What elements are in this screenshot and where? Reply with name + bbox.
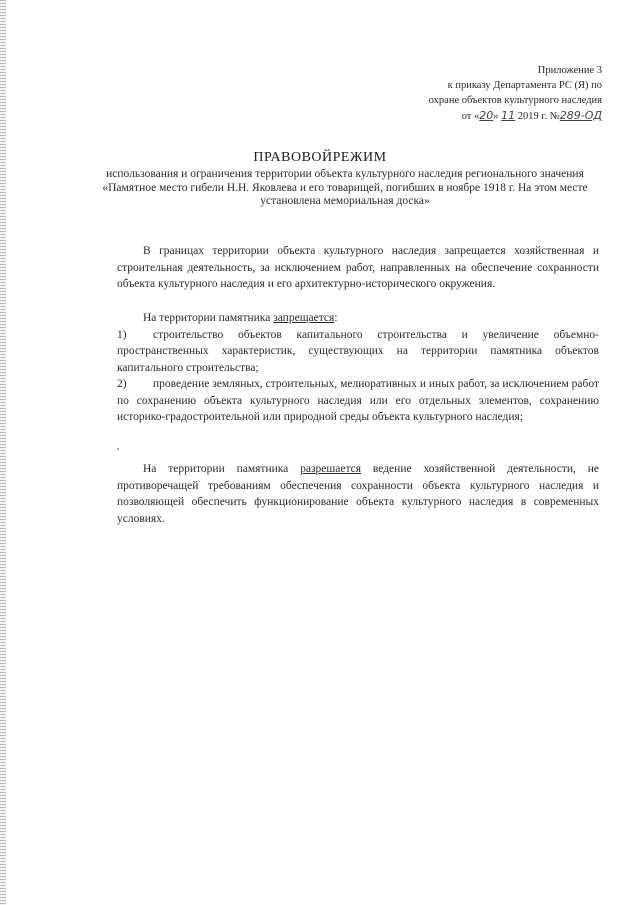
appendix-date-line — [372, 108, 602, 124]
lead-text: На территории памятника — [143, 312, 274, 324]
list-item-number: 2) — [117, 378, 127, 390]
paragraph-prohibition: В границах территории объекта культурного наследия запрещается хозяйственная и строительная деятельность, за исключением работ, направленных на обеспечение сохранности объекта культурного наследия и его архитектурно-исторического окружения. — [117, 245, 599, 290]
appendix-department: охране объектов культурного наследия — [428, 95, 602, 106]
permitted-word: разрешается — [300, 463, 362, 475]
permitted-text: ведение хозяйственной деятельности, не противоречащей требованиям обеспечения сохранности объекта культурного наследия и позволяющей обеспечить функционирование объекта культурного наследия в современных условиях. — [117, 463, 599, 525]
list-item — [117, 376, 599, 426]
list-item-number: 1) — [117, 328, 127, 341]
scan-speck — [117, 448, 119, 450]
date-month: 11 — [501, 109, 516, 122]
date-year: 2019 г. № — [517, 111, 560, 122]
permitted-lead: На территории памятника — [143, 463, 301, 475]
paragraph-prohibited-list — [117, 310, 599, 426]
appendix-label: Приложение 3 — [537, 65, 602, 76]
date-mid: » — [493, 111, 499, 122]
scan-edge — [0, 0, 6, 905]
prohibited-word: запрещается — [273, 312, 335, 324]
list-item-text: строительство объектов капитального строительства и увеличение объемно-пространственных характеристик, существующих на территории памятника объектов капитального строительства; — [117, 328, 599, 374]
list-item — [117, 327, 599, 377]
paragraph-permitted — [117, 461, 599, 527]
list-item-text: проведение земляных, строительных, мелиоративных и иных работ, за исключением работ по сохранению объекта культурного наследия или его отдельных элементов, сохранению историко-градостроительной или природной среды объекта культурного наследия; — [117, 378, 599, 423]
subtitle-line-2: «Памятное место гибели Н.Н. Яковлева и его товарищей, погибших в ноябре 1918 г. На этом месте установлена мемориальная доска» — [102, 181, 588, 207]
date-prefix: от « — [461, 111, 480, 122]
prohibited-lead — [117, 310, 599, 327]
lead-colon: : — [334, 312, 338, 324]
appendix-header — [372, 63, 602, 124]
document-subtitle — [95, 168, 595, 209]
date-day: 20 — [479, 109, 494, 122]
subtitle-line-1: использования и ограничения территории объекта культурного наследия регионального значения — [106, 168, 584, 180]
order-number: 289-ОД — [559, 109, 602, 122]
appendix-order-ref: к приказу Департамента РС (Я) по — [447, 80, 602, 91]
document-title: ПРАВОВОЙРЕЖИМ — [253, 150, 387, 165]
